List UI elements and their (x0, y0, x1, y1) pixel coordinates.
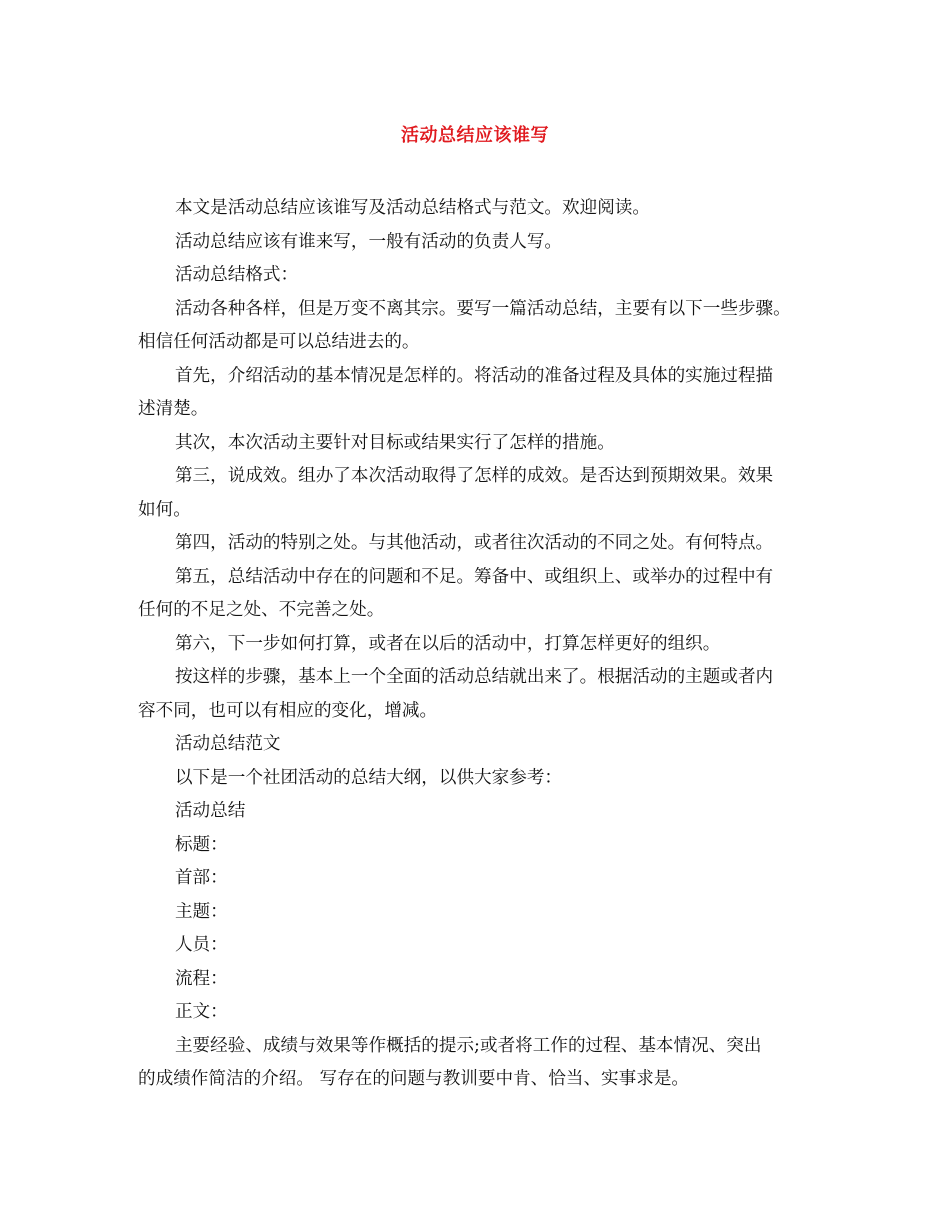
body-line: 活动总结格式： (174, 265, 299, 285)
body-line: 人员： (174, 935, 228, 955)
body-line: 活动各种各样，但是万变不离其宗。要写一篇活动总结，主要有以下一些步骤。 (174, 298, 791, 319)
body-line: 活动总结应该有谁来写，一般有活动的负责人写。 (174, 231, 563, 252)
body-line: 相信任何活动都是可以总结进去的。 (138, 332, 420, 352)
body-line: 首部： (174, 868, 228, 888)
body-line: 正文： (174, 1002, 228, 1022)
body-line: 任何的不足之处、不完善之处。 (138, 600, 385, 620)
body-line: 第三，说成效。组办了本次活动取得了怎样的成效。是否达到预期效果。效果 (174, 466, 774, 486)
body-line: 第六，下一步如何打算，或者在以后的活动中，打算怎样更好的组织。 (174, 633, 721, 654)
body-line: 本文是活动总结应该谁写及活动总结格式与范文。欢迎阅读。 (174, 198, 650, 218)
document-title: 活动总结应该谁写 (401, 125, 549, 146)
body-line: 活动总结 (174, 801, 246, 821)
document-body (138, 192, 814, 1097)
body-line: 标题： (174, 834, 228, 855)
body-line: 主题： (174, 901, 228, 922)
body-line: 按这样的步骤，基本上一个全面的活动总结就出来了。根据活动的主题或者内 (174, 667, 774, 687)
body-line: 活动总结范文 (174, 734, 281, 754)
body-line: 主要经验、成绩与效果等作概括的提示;或者将工作的过程、基本情况、突出 (174, 1035, 762, 1056)
body-line: 如何。 (138, 499, 191, 520)
body-line: 流程： (174, 968, 228, 989)
body-line: 首先，介绍活动的基本情况是怎样的。将活动的准备过程及具体的实施过程描 (174, 365, 774, 386)
body-line: 第四，活动的特别之处。与其他活动，或者往次活动的不同之处。有何特点。 (174, 533, 774, 553)
body-line: 的成绩作简洁的介绍。 写存在的问题与教训要中肯、恰当、实事求是。 (138, 1069, 690, 1089)
body-line: 述清楚。 (138, 399, 209, 419)
body-line: 以下是一个社团活动的总结大纲，以供大家参考： (174, 767, 563, 788)
body-line: 容不同，也可以有相应的变化，增减。 (138, 700, 438, 721)
body-line: 其次，本次活动主要针对目标或结果实行了怎样的措施。 (174, 432, 615, 453)
body-line: 第五，总结活动中存在的问题和不足。筹备中、或组织上、或举办的过程中有 (174, 566, 774, 587)
